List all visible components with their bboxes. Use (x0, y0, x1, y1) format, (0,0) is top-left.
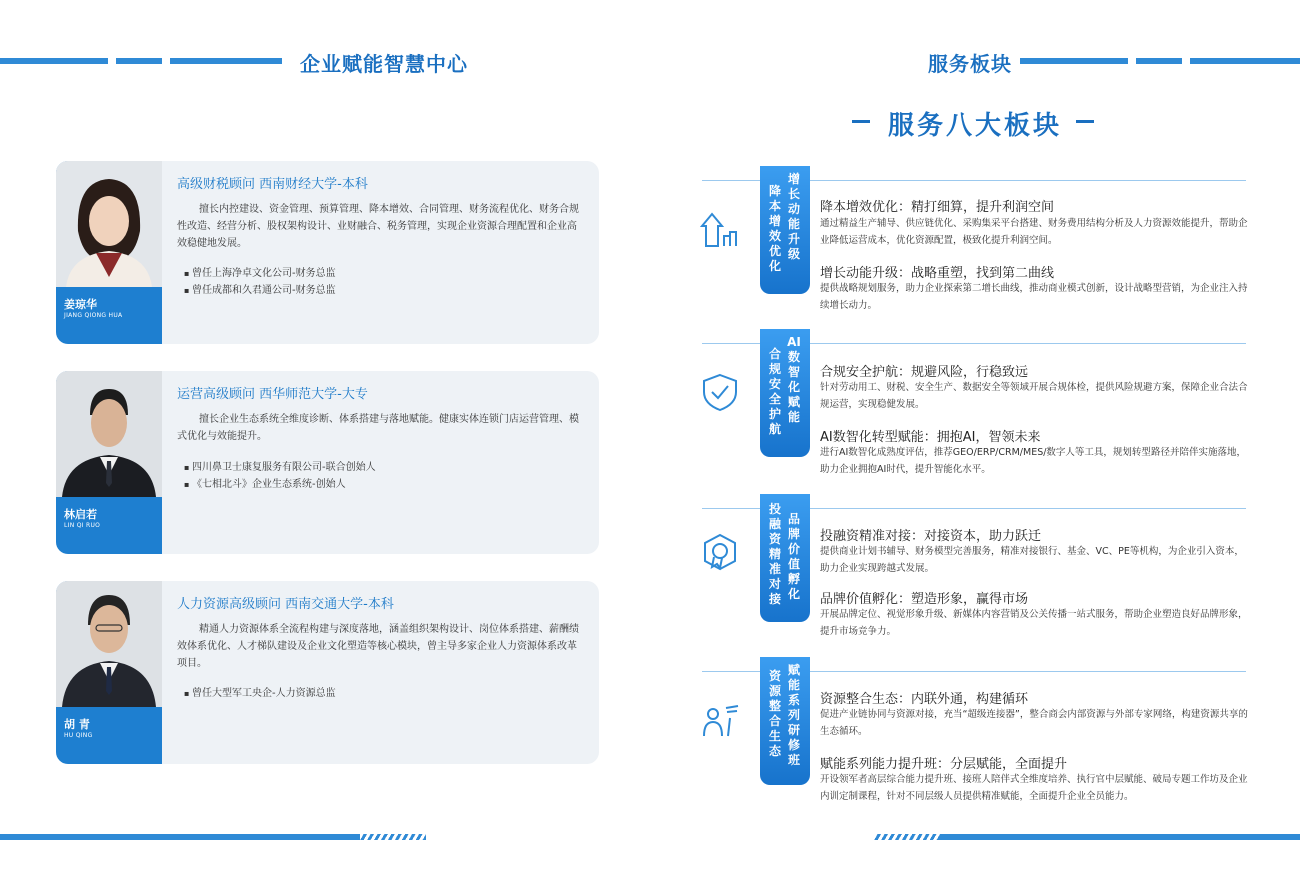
service-label-col2: 增长动能升级 (787, 172, 800, 261)
advisor-title: 运营高级顾问 西华师范大学-大专 (177, 387, 368, 402)
service-text: 针对劳动用工、财税、安全生产、数据安全等领域开展合规体检，提供风险规避方案，保障企业合法合规运营，实现稳健发展。 (820, 382, 1248, 410)
service-text: 进行AI数智化成熟度评估，推荐GEO/ERP/CRM/MES/数字人等工具，规划转型路径并陪伴实施落地，助力企业拥抱AI时代，提升智能化水平。 (820, 447, 1246, 475)
service-text: 提供战略规划服务，助力企业探索第二增长曲线，推动商业模式创新，设计战略型营销，为企业注入持续增长动力。 (820, 283, 1248, 311)
list-item: ▪ 曾任上海净卓文化公司-财务总监 (184, 265, 336, 282)
big-title: 服务八大板块 (888, 111, 1063, 141)
header-bar-right-3 (1190, 58, 1300, 64)
advisor-name: 胡 青 (64, 718, 90, 731)
advisor-ename: JIANG QIONG HUA (64, 312, 123, 319)
advisor-desc: 擅长企业生态系统全维度诊断、体系搭建与落地赋能。健康实体连锁门店运营管理、模式优化与效能提升。 (177, 414, 579, 442)
advisor-history-list (184, 685, 336, 702)
service-heading: 降本增效优化：精打细算，提升利润空间 (820, 200, 1055, 215)
footer-stripes-left (360, 834, 426, 840)
service-heading: 资源整合生态：内联外通，构建循环 (820, 692, 1029, 707)
service-heading: 投融资精准对接：对接资本，助力跃迁 (820, 529, 1042, 544)
service-label-col2: 品牌价值孵化 (787, 512, 800, 601)
list-item: ▪ 曾任成都和久君通公司-财务总监 (184, 282, 336, 299)
service-label-col2: AI数智化赋能 (787, 335, 801, 424)
advisor-history-list (184, 265, 336, 299)
advisor-desc: 精通人力资源体系全流程构建与深度落地，涵盖组织架构设计、岗位体系搭建、薪酬绩效体系优化、人才梯队建设及企业文化塑造等核心模块，曾主导多家企业人力资源体系改革项目。 (177, 624, 579, 669)
right-section-title: 服务板块 (928, 52, 1012, 76)
service-heading: 品牌价值孵化：塑造形象，赢得市场 (820, 592, 1029, 607)
service-label-col2: 赋能系列研修班 (787, 663, 800, 767)
people-network-icon (700, 700, 740, 740)
advisor-ename: LIN QI RUO (64, 522, 101, 529)
list-item: ▪ 曾任大型军工央企-人力资源总监 (184, 685, 336, 702)
list-item: ▪ 《七相北斗》企业生态系统-创始人 (184, 476, 376, 493)
advisor-desc: 擅长内控建设、资金管理、预算管理、降本增效、合同管理、财务流程优化、财务合规性改造、经营分析、股权架构设计、业财融合、税务管理，实现企业资源合理配置和企业高效稳健地发展。 (177, 204, 579, 249)
header-bar-left-1 (0, 58, 108, 64)
service-heading: AI数智化转型赋能：拥抱AI，智领未来 (820, 430, 1041, 445)
header-bar-left-2 (116, 58, 162, 64)
service-heading: 赋能系列能力提升班：分层赋能，全面提升 (820, 757, 1068, 772)
big-title-dash-left (852, 120, 870, 123)
service-text: 开展品牌定位、视觉形象升级、新媒体内容营销及公关传播一站式服务，帮助企业塑造良好品牌形象，提升市场竞争力。 (820, 609, 1248, 637)
advisor-history-list (184, 459, 376, 493)
growth-arrow-icon (700, 208, 740, 248)
advisor-card (56, 581, 599, 764)
service-label-col1: 合规安全护航 (768, 347, 781, 436)
advisor-photo-panel (56, 161, 162, 344)
advisor-title: 人力资源高级顾问 西南交通大学-本科 (177, 597, 394, 612)
service-label-tab (760, 329, 810, 457)
left-section-title: 企业赋能智慧中心 (300, 52, 468, 76)
footer-bar-left (0, 834, 360, 840)
advisor-name: 姜琼华 (64, 298, 97, 311)
service-heading: 合规安全护航：规避风险，行稳致远 (820, 365, 1029, 380)
service-label-tab (760, 494, 810, 622)
advisor-ename: HU QING (64, 732, 93, 739)
advisor-name: 林启若 (64, 508, 97, 521)
advisor-portrait (56, 581, 162, 707)
service-text: 开设领军者高层综合能力提升班、接班人陪伴式全维度培养、执行官中层赋能、破局专题工作坊及企业内训定制课程，针对不同层级人员提供精准赋能，全面提升企业全员能力。 (820, 774, 1248, 802)
service-label-tab (760, 166, 810, 294)
advisor-card (56, 371, 599, 554)
advisor-photo-panel (56, 581, 162, 764)
service-label-tab (760, 657, 810, 785)
shield-check-icon (700, 372, 740, 412)
header-bar-left-3 (170, 58, 282, 64)
footer-stripes-right (874, 834, 940, 840)
footer-bar-right (940, 834, 1300, 840)
badge-award-icon (700, 533, 740, 573)
service-text: 促进产业链协同与资源对接，充当“超级连接器”，整合商会内部资源与外部专家网络，构建资源共享的生态循环。 (820, 709, 1248, 737)
advisor-title: 高级财税顾问 西南财经大学-本科 (177, 177, 368, 192)
service-heading: 增长动能升级：战略重塑，找到第二曲线 (820, 266, 1055, 281)
advisor-card (56, 161, 599, 344)
service-label-col1: 资源整合生态 (768, 669, 781, 758)
advisor-photo-panel (56, 371, 162, 554)
advisor-portrait (56, 161, 162, 287)
service-label-col1: 降本增效优化 (768, 184, 781, 273)
service-label-col1: 投融资精准对接 (768, 502, 781, 606)
advisor-portrait (56, 371, 162, 497)
service-text: 通过精益生产辅导、供应链优化、采购集采平台搭建、财务费用结构分析及人力资源效能提升，帮助企业降低运营成本，优化资源配置，极致化提升利润空间。 (820, 218, 1248, 246)
header-bar-right-2 (1136, 58, 1182, 64)
service-text: 提供商业计划书辅导、财务模型完善服务，精准对接银行、基金、VC、PE等机构，为企业引入资本，助力企业实现跨越式发展。 (820, 546, 1244, 574)
big-title-dash-right (1076, 120, 1094, 123)
header-bar-right-1 (1020, 58, 1128, 64)
list-item: ▪ 四川鼻卫士康复服务有限公司-联合创始人 (184, 459, 376, 476)
